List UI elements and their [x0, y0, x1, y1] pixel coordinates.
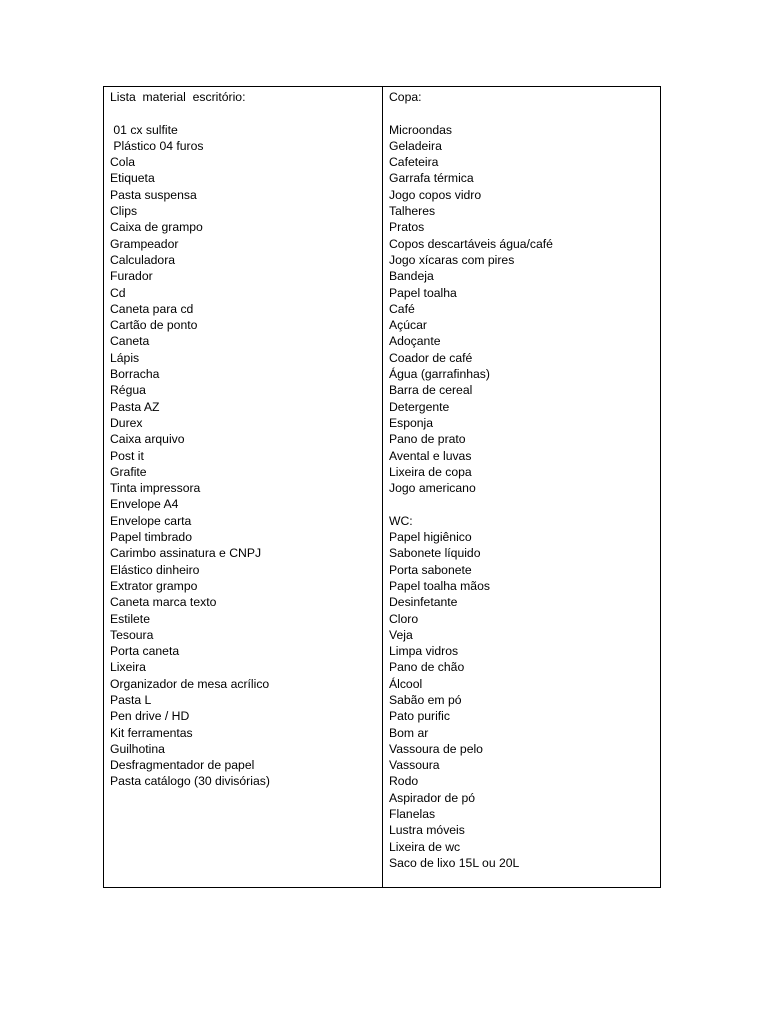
- copa-item: Esponja: [389, 415, 434, 430]
- copa-item: Geladeira: [389, 138, 442, 153]
- wc-item: Saco de lixo 15L ou 20L: [389, 855, 520, 870]
- office-supply-item: Estilete: [110, 611, 150, 626]
- office-supply-item: Pasta AZ: [110, 399, 160, 414]
- office-supply-item: Extrator grampo: [110, 578, 198, 593]
- copa-heading: Copa:: [389, 90, 422, 104]
- office-supply-item: Caixa arquivo: [110, 432, 185, 447]
- wc-item: Flanelas: [389, 807, 436, 822]
- office-supply-item: Furador: [110, 269, 153, 284]
- copa-item: Açúcar: [389, 318, 427, 333]
- copa-item: Coador de café: [389, 350, 473, 365]
- office-supply-item: Calculadora: [110, 252, 176, 267]
- copa-item: Microondas: [389, 122, 452, 137]
- wc-item: Porta sabonete: [389, 562, 472, 577]
- wc-item: Papel higiênico: [389, 530, 472, 545]
- wc-item: Cloro: [389, 611, 419, 626]
- office-supply-item: Pasta suspensa: [110, 187, 197, 202]
- office-supplies-heading: Lista material escritório:: [110, 90, 246, 104]
- copa-item: Talheres: [389, 204, 436, 219]
- office-supply-item: Papel timbrado: [110, 530, 192, 545]
- copa-item: Bandeja: [389, 269, 434, 284]
- office-supply-item: Carimbo assinatura e CNPJ: [110, 546, 262, 561]
- copa-item: Barra de cereal: [389, 383, 473, 398]
- office-supply-item: Régua: [110, 383, 146, 398]
- wc-item: Vassoura de pelo: [389, 741, 483, 756]
- wc-item: Álcool: [389, 676, 423, 691]
- office-supply-item: Cd: [110, 285, 126, 300]
- copa-item: Detergente: [389, 399, 450, 414]
- copa-item: Avental e luvas: [389, 448, 472, 463]
- office-supply-item: Caneta: [110, 334, 150, 349]
- office-supply-item: Elástico dinheiro: [110, 562, 200, 577]
- copa-item: Pano de prato: [389, 432, 466, 447]
- office-supply-item: Grafite: [110, 464, 147, 479]
- office-supply-item: Durex: [110, 415, 143, 430]
- office-supply-item: Desfragmentador de papel: [110, 758, 255, 773]
- wc-item: Sabão em pó: [389, 692, 462, 707]
- wc-item: Vassoura: [389, 758, 440, 773]
- copa-item: Copos descartáveis água/café: [389, 236, 553, 251]
- office-supply-item: Caneta marca texto: [110, 595, 217, 610]
- spacer: [389, 105, 660, 121]
- copa-item: Jogo americano: [389, 481, 476, 496]
- copa-item: Pratos: [389, 220, 425, 235]
- copa-item: Papel toalha: [389, 285, 457, 300]
- wc-item: Desinfetante: [389, 595, 458, 610]
- office-supply-item: Guilhotina: [110, 741, 165, 756]
- spacer: [110, 105, 382, 121]
- office-supply-item: Pasta catálogo (30 divisórias): [110, 774, 270, 789]
- office-supply-item: Lápis: [110, 350, 140, 365]
- office-supply-item: Envelope carta: [110, 513, 192, 528]
- office-supply-item: Grampeador: [110, 236, 179, 251]
- office-supply-item: Kit ferramentas: [110, 725, 193, 740]
- copa-item: Cafeteira: [389, 155, 439, 170]
- wc-list: [389, 529, 660, 871]
- copa-item: Garrafa térmica: [389, 171, 474, 186]
- wc-item: Veja: [389, 627, 413, 642]
- office-supply-item: Clips: [110, 204, 138, 219]
- wc-item: Pano de chão: [389, 660, 465, 675]
- office-supply-item: Caixa de grampo: [110, 220, 203, 235]
- copa-item: Café: [389, 301, 415, 316]
- office-supplies-column: [104, 87, 383, 887]
- wc-heading: WC:: [389, 513, 413, 528]
- wc-item: Rodo: [389, 774, 419, 789]
- wc-item: Papel toalha mãos: [389, 578, 490, 593]
- wc-item: Sabonete líquido: [389, 546, 481, 561]
- office-supply-item: Pen drive / HD: [110, 709, 190, 724]
- office-supplies-list: [110, 122, 382, 790]
- copa-wc-column: [383, 87, 660, 887]
- copa-item: Jogo copos vidro: [389, 187, 482, 202]
- office-supply-item: Tinta impressora: [110, 481, 201, 496]
- office-supply-item: Plástico 04 furos: [110, 138, 204, 153]
- office-supply-item: Cola: [110, 155, 136, 170]
- copa-item: Lixeira de copa: [389, 464, 472, 479]
- office-supply-item: Etiqueta: [110, 171, 155, 186]
- document-table: [103, 86, 661, 888]
- spacer: [389, 496, 660, 512]
- office-supply-item: Lixeira: [110, 660, 146, 675]
- office-supply-item: Pasta L: [110, 692, 152, 707]
- wc-item: Pato purific: [389, 709, 450, 724]
- office-supply-item: Envelope A4: [110, 497, 179, 512]
- wc-item: Aspirador de pó: [389, 790, 476, 805]
- office-supply-item: Organizador de mesa acrílico: [110, 676, 270, 691]
- office-supply-item: Borracha: [110, 367, 160, 382]
- wc-item: Lixeira de wc: [389, 839, 461, 854]
- office-supply-item: Caneta para cd: [110, 301, 194, 316]
- wc-item: Bom ar: [389, 725, 429, 740]
- office-supply-item: Cartão de ponto: [110, 318, 198, 333]
- wc-item: Lustra móveis: [389, 823, 465, 838]
- office-supply-item: 01 cx sulfite: [110, 122, 178, 137]
- office-supply-item: Porta caneta: [110, 644, 180, 659]
- office-supply-item: Tesoura: [110, 627, 154, 642]
- copa-item: Água (garrafinhas): [389, 367, 490, 382]
- copa-list: [389, 122, 660, 497]
- copa-item: Jogo xícaras com pires: [389, 252, 515, 267]
- copa-item: Adoçante: [389, 334, 441, 349]
- wc-item: Limpa vidros: [389, 644, 459, 659]
- office-supply-item: Post it: [110, 448, 144, 463]
